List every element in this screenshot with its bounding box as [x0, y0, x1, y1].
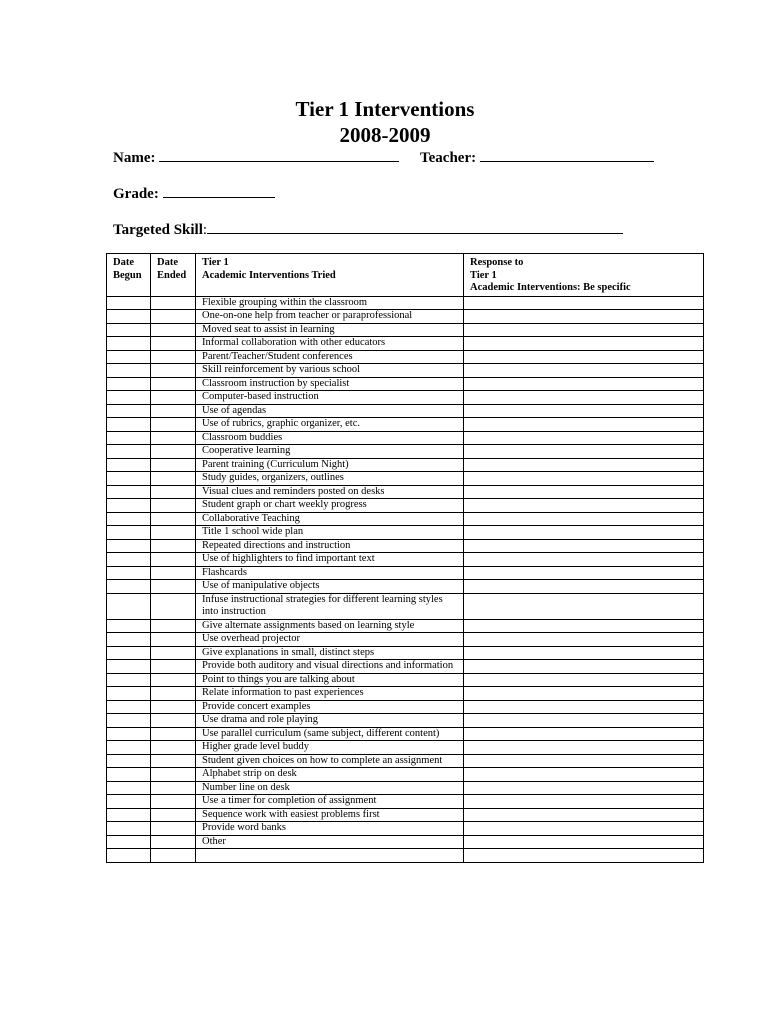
- table-row: [107, 323, 704, 337]
- targeted-skill-field: [113, 219, 623, 239]
- date-begun-cell[interactable]: [107, 593, 151, 619]
- date-begun-cell[interactable]: [107, 673, 151, 687]
- date-ended-cell[interactable]: [151, 714, 196, 728]
- table-row: [107, 822, 704, 836]
- table-row: [107, 849, 704, 863]
- table-row: [107, 337, 704, 351]
- intervention-cell: Other: [196, 835, 464, 849]
- date-ended-cell[interactable]: [151, 849, 196, 863]
- name-line[interactable]: [159, 147, 399, 162]
- intervention-cell: Classroom instruction by specialist: [196, 377, 464, 391]
- date-ended-cell[interactable]: [151, 350, 196, 364]
- response-cell[interactable]: [464, 296, 704, 310]
- date-begun-cell[interactable]: [107, 849, 151, 863]
- intervention-cell: Provide both auditory and visual directions and information: [196, 660, 464, 674]
- table-header-row: [107, 254, 704, 297]
- table-row: [107, 700, 704, 714]
- response-cell[interactable]: [464, 727, 704, 741]
- table-row: [107, 364, 704, 378]
- response-cell[interactable]: [464, 323, 704, 337]
- date-begun-cell[interactable]: [107, 377, 151, 391]
- intervention-cell: Give alternate assignments based on learning style: [196, 619, 464, 633]
- date-ended-cell[interactable]: [151, 795, 196, 809]
- intervention-cell[interactable]: [196, 849, 464, 863]
- date-ended-cell[interactable]: [151, 418, 196, 432]
- date-ended-cell[interactable]: [151, 687, 196, 701]
- response-cell[interactable]: [464, 795, 704, 809]
- date-begun-cell[interactable]: [107, 808, 151, 822]
- date-ended-cell[interactable]: [151, 835, 196, 849]
- date-begun-cell[interactable]: [107, 499, 151, 513]
- table-row: [107, 485, 704, 499]
- date-begun-cell[interactable]: [107, 768, 151, 782]
- response-cell[interactable]: [464, 553, 704, 567]
- date-ended-cell[interactable]: [151, 296, 196, 310]
- date-begun-cell[interactable]: [107, 580, 151, 594]
- grade-field: [113, 183, 275, 203]
- date-ended-cell[interactable]: [151, 768, 196, 782]
- date-begun-cell[interactable]: [107, 619, 151, 633]
- response-cell[interactable]: [464, 404, 704, 418]
- response-cell[interactable]: [464, 566, 704, 580]
- intervention-cell: Study guides, organizers, outlines: [196, 472, 464, 486]
- intervention-cell: Relate information to past experiences: [196, 687, 464, 701]
- table-row: [107, 795, 704, 809]
- date-begun-cell[interactable]: [107, 566, 151, 580]
- response-cell[interactable]: [464, 391, 704, 405]
- table-row: [107, 781, 704, 795]
- intervention-cell: Repeated directions and instruction: [196, 539, 464, 553]
- table-row: [107, 526, 704, 540]
- table-row: [107, 660, 704, 674]
- date-ended-cell[interactable]: [151, 633, 196, 647]
- table-row: [107, 714, 704, 728]
- response-cell[interactable]: [464, 714, 704, 728]
- response-cell[interactable]: [464, 472, 704, 486]
- intervention-cell: Student graph or chart weekly progress: [196, 499, 464, 513]
- date-begun-cell[interactable]: [107, 310, 151, 324]
- response-cell[interactable]: [464, 337, 704, 351]
- date-begun-cell[interactable]: [107, 741, 151, 755]
- date-ended-cell[interactable]: [151, 377, 196, 391]
- date-begun-cell[interactable]: [107, 296, 151, 310]
- response-cell[interactable]: [464, 700, 704, 714]
- date-begun-cell[interactable]: [107, 512, 151, 526]
- response-cell[interactable]: [464, 418, 704, 432]
- date-begun-cell[interactable]: [107, 404, 151, 418]
- date-ended-cell[interactable]: [151, 781, 196, 795]
- response-cell[interactable]: [464, 835, 704, 849]
- date-ended-cell[interactable]: [151, 566, 196, 580]
- response-cell[interactable]: [464, 485, 704, 499]
- date-begun-cell[interactable]: [107, 781, 151, 795]
- date-ended-cell[interactable]: [151, 391, 196, 405]
- date-begun-cell[interactable]: [107, 633, 151, 647]
- intervention-cell: Higher grade level buddy: [196, 741, 464, 755]
- intervention-cell: One-on-one help from teacher or paraprofessional: [196, 310, 464, 324]
- date-ended-cell[interactable]: [151, 499, 196, 513]
- response-cell[interactable]: [464, 849, 704, 863]
- date-ended-cell[interactable]: [151, 337, 196, 351]
- table-row: [107, 418, 704, 432]
- date-begun-cell[interactable]: [107, 431, 151, 445]
- intervention-cell: Use of rubrics, graphic organizer, etc.: [196, 418, 464, 432]
- date-ended-cell[interactable]: [151, 404, 196, 418]
- intervention-cell: Use of manipulative objects: [196, 580, 464, 594]
- intervention-cell: Moved seat to assist in learning: [196, 323, 464, 337]
- intervention-cell: Classroom buddies: [196, 431, 464, 445]
- table-row: [107, 580, 704, 594]
- grade-line[interactable]: [163, 183, 275, 198]
- table-row: [107, 296, 704, 310]
- table-row: [107, 808, 704, 822]
- table-row: [107, 553, 704, 567]
- header-tier-interventions: Tier 1 Academic Interventions Tried: [196, 254, 464, 297]
- response-cell[interactable]: [464, 633, 704, 647]
- date-ended-cell[interactable]: [151, 539, 196, 553]
- response-cell[interactable]: [464, 431, 704, 445]
- response-cell[interactable]: [464, 687, 704, 701]
- date-begun-cell[interactable]: [107, 445, 151, 459]
- table-row: [107, 727, 704, 741]
- response-cell[interactable]: [464, 673, 704, 687]
- date-begun-cell[interactable]: [107, 660, 151, 674]
- intervention-cell: Parent/Teacher/Student conferences: [196, 350, 464, 364]
- date-begun-cell[interactable]: [107, 364, 151, 378]
- date-ended-cell[interactable]: [151, 754, 196, 768]
- table-row: [107, 741, 704, 755]
- table-row: [107, 754, 704, 768]
- teacher-label: Teacher:: [420, 150, 477, 166]
- response-cell[interactable]: [464, 364, 704, 378]
- table-row: [107, 593, 704, 619]
- date-ended-cell[interactable]: [151, 458, 196, 472]
- date-ended-cell[interactable]: [151, 431, 196, 445]
- date-begun-cell[interactable]: [107, 714, 151, 728]
- table-row: [107, 431, 704, 445]
- response-cell[interactable]: [464, 646, 704, 660]
- table-row: [107, 539, 704, 553]
- date-begun-cell[interactable]: [107, 458, 151, 472]
- intervention-cell: Flexible grouping within the classroom: [196, 296, 464, 310]
- date-begun-cell[interactable]: [107, 822, 151, 836]
- response-cell[interactable]: [464, 593, 704, 619]
- table-row: [107, 472, 704, 486]
- date-ended-cell[interactable]: [151, 580, 196, 594]
- intervention-cell: Title 1 school wide plan: [196, 526, 464, 540]
- intervention-cell: Number line on desk: [196, 781, 464, 795]
- date-ended-cell[interactable]: [151, 472, 196, 486]
- table-row: [107, 673, 704, 687]
- intervention-cell: Cooperative learning: [196, 445, 464, 459]
- date-begun-cell[interactable]: [107, 418, 151, 432]
- table-row: [107, 768, 704, 782]
- header-date-begun: Date Begun: [107, 254, 151, 297]
- response-cell[interactable]: [464, 512, 704, 526]
- header-date-ended: Date Ended: [151, 254, 196, 297]
- date-ended-cell[interactable]: [151, 323, 196, 337]
- intervention-cell: Use a timer for completion of assignment: [196, 795, 464, 809]
- response-cell[interactable]: [464, 445, 704, 459]
- intervention-cell: Parent training (Curriculum Night): [196, 458, 464, 472]
- intervention-cell: Collaborative Teaching: [196, 512, 464, 526]
- date-ended-cell[interactable]: [151, 445, 196, 459]
- response-cell[interactable]: [464, 781, 704, 795]
- intervention-cell: Use overhead projector: [196, 633, 464, 647]
- response-cell[interactable]: [464, 499, 704, 513]
- page-title: Tier 1 Interventions: [295, 97, 475, 121]
- name-label: Name:: [113, 150, 156, 166]
- response-cell[interactable]: [464, 377, 704, 391]
- response-cell[interactable]: [464, 526, 704, 540]
- date-begun-cell[interactable]: [107, 391, 151, 405]
- date-ended-cell[interactable]: [151, 727, 196, 741]
- table-row: [107, 512, 704, 526]
- response-cell[interactable]: [464, 350, 704, 364]
- date-begun-cell[interactable]: [107, 835, 151, 849]
- response-cell[interactable]: [464, 310, 704, 324]
- teacher-field: [420, 147, 654, 167]
- table-row: [107, 445, 704, 459]
- response-cell[interactable]: [464, 539, 704, 553]
- response-cell[interactable]: [464, 754, 704, 768]
- date-begun-cell[interactable]: [107, 526, 151, 540]
- date-ended-cell[interactable]: [151, 700, 196, 714]
- date-ended-cell[interactable]: [151, 364, 196, 378]
- table-row: [107, 391, 704, 405]
- intervention-cell: Skill reinforcement by various school: [196, 364, 464, 378]
- date-begun-cell[interactable]: [107, 472, 151, 486]
- table-row: [107, 687, 704, 701]
- date-begun-cell[interactable]: [107, 687, 151, 701]
- date-ended-cell[interactable]: [151, 822, 196, 836]
- table-row: [107, 646, 704, 660]
- intervention-cell: Use of agendas: [196, 404, 464, 418]
- date-begun-cell[interactable]: [107, 323, 151, 337]
- date-begun-cell[interactable]: [107, 754, 151, 768]
- table-row: [107, 633, 704, 647]
- intervention-cell: Alphabet strip on desk: [196, 768, 464, 782]
- response-cell[interactable]: [464, 458, 704, 472]
- date-ended-cell[interactable]: [151, 485, 196, 499]
- name-field: [113, 147, 399, 167]
- date-ended-cell[interactable]: [151, 808, 196, 822]
- targeted-skill-label: Targeted Skill: [113, 222, 203, 238]
- date-begun-cell[interactable]: [107, 350, 151, 364]
- table-row: [107, 499, 704, 513]
- intervention-cell: Provide word banks: [196, 822, 464, 836]
- intervention-cell: Sequence work with easiest problems first: [196, 808, 464, 822]
- intervention-cell: Informal collaboration with other educators: [196, 337, 464, 351]
- response-cell[interactable]: [464, 741, 704, 755]
- intervention-cell: Computer-based instruction: [196, 391, 464, 405]
- table-row: [107, 566, 704, 580]
- table-row: [107, 377, 704, 391]
- date-begun-cell[interactable]: [107, 700, 151, 714]
- date-ended-cell[interactable]: [151, 512, 196, 526]
- intervention-cell: Infuse instructional strategies for different learning styles into instruction: [196, 593, 464, 619]
- date-ended-cell[interactable]: [151, 526, 196, 540]
- teacher-line[interactable]: [480, 147, 654, 162]
- table-row: [107, 458, 704, 472]
- date-begun-cell[interactable]: [107, 646, 151, 660]
- intervention-cell: Use drama and role playing: [196, 714, 464, 728]
- header-response: Response to Tier 1 Academic Interventions: Be specific: [464, 254, 704, 297]
- response-cell[interactable]: [464, 580, 704, 594]
- date-begun-cell[interactable]: [107, 727, 151, 741]
- date-begun-cell[interactable]: [107, 553, 151, 567]
- intervention-cell: Point to things you are talking about: [196, 673, 464, 687]
- intervention-cell: Student given choices on how to complete an assignment: [196, 754, 464, 768]
- response-cell[interactable]: [464, 619, 704, 633]
- interventions-table: [106, 253, 704, 863]
- grade-label: Grade:: [113, 186, 159, 202]
- targeted-skill-colon: :: [202, 222, 208, 238]
- date-ended-cell[interactable]: [151, 310, 196, 324]
- date-ended-cell[interactable]: [151, 673, 196, 687]
- date-begun-cell[interactable]: [107, 337, 151, 351]
- table-row: [107, 619, 704, 633]
- date-ended-cell[interactable]: [151, 741, 196, 755]
- intervention-cell: Give explanations in small, distinct steps: [196, 646, 464, 660]
- date-ended-cell[interactable]: [151, 660, 196, 674]
- response-cell[interactable]: [464, 768, 704, 782]
- table-row: [107, 350, 704, 364]
- intervention-cell: Use parallel curriculum (same subject, different content): [196, 727, 464, 741]
- school-year: 2008-2009: [339, 123, 431, 147]
- response-cell[interactable]: [464, 808, 704, 822]
- date-ended-cell[interactable]: [151, 593, 196, 619]
- intervention-cell: Visual clues and reminders posted on desks: [196, 485, 464, 499]
- targeted-skill-line[interactable]: [207, 219, 623, 234]
- date-ended-cell[interactable]: [151, 553, 196, 567]
- response-cell[interactable]: [464, 660, 704, 674]
- intervention-cell: Use of highlighters to find important text: [196, 553, 464, 567]
- table-row: [107, 835, 704, 849]
- date-begun-cell[interactable]: [107, 539, 151, 553]
- table-row: [107, 404, 704, 418]
- table-row: [107, 310, 704, 324]
- date-begun-cell[interactable]: [107, 485, 151, 499]
- intervention-cell: Provide concert examples: [196, 700, 464, 714]
- date-ended-cell[interactable]: [151, 619, 196, 633]
- date-ended-cell[interactable]: [151, 646, 196, 660]
- date-begun-cell[interactable]: [107, 795, 151, 809]
- intervention-cell: Flashcards: [196, 566, 464, 580]
- response-cell[interactable]: [464, 822, 704, 836]
